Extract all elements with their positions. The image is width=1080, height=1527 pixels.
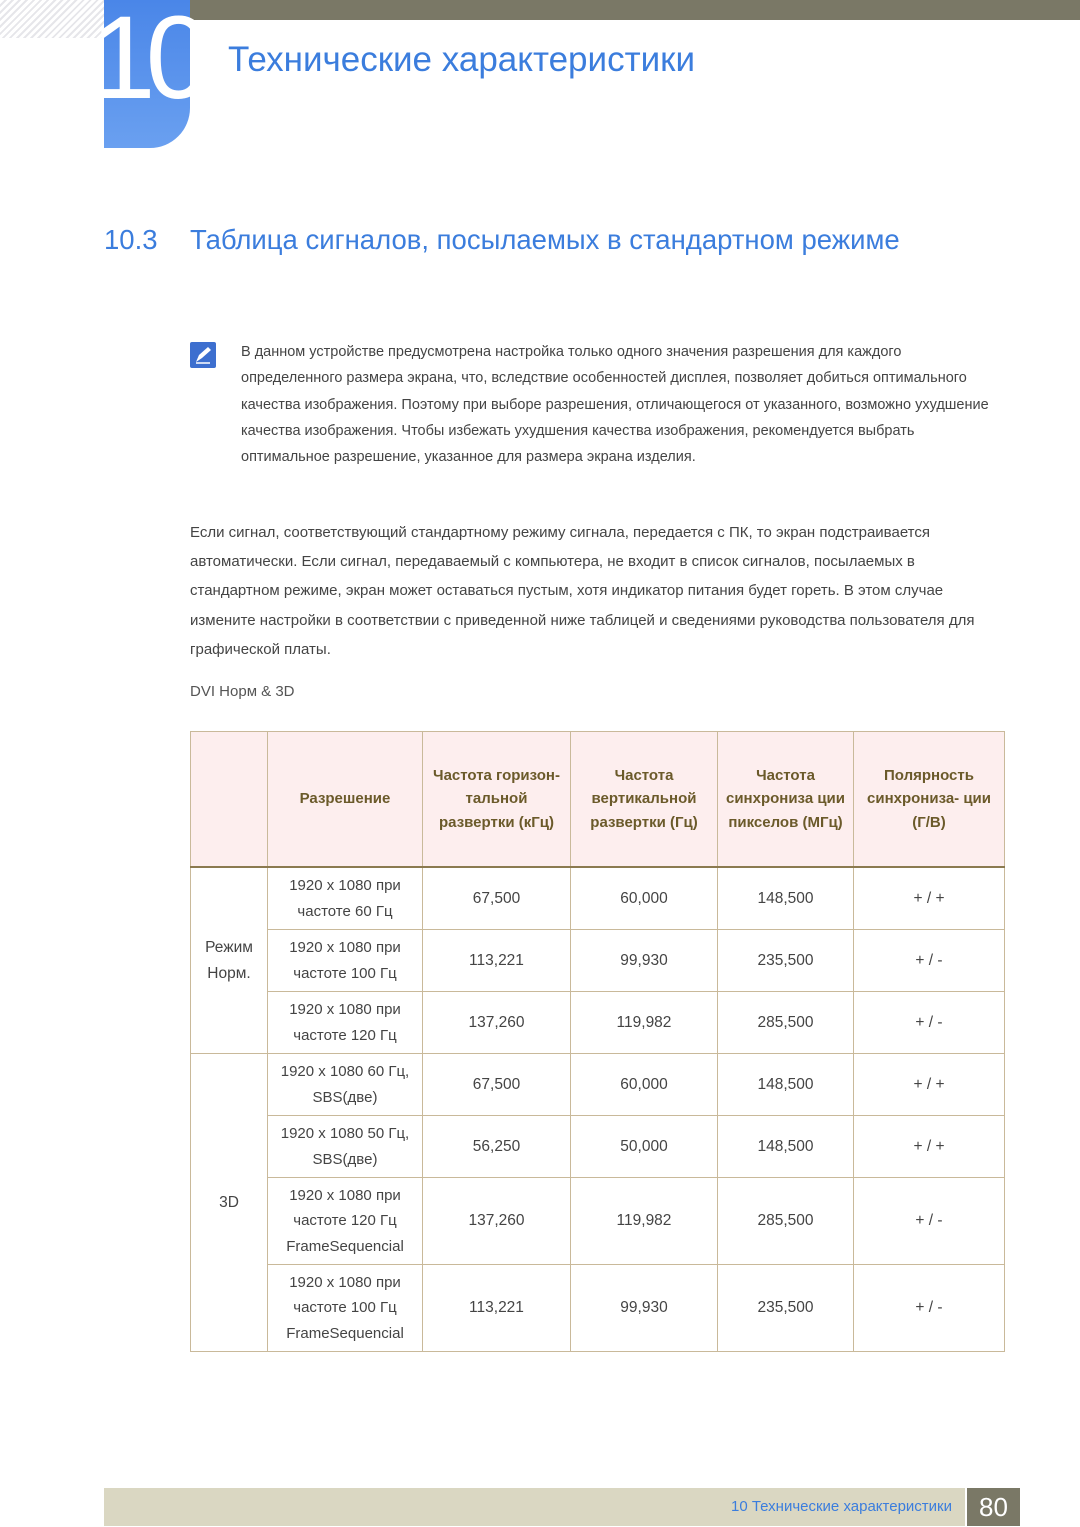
group-label-normal: Режим Норм.: [191, 867, 268, 1054]
cell-hfreq: 137,260: [423, 992, 571, 1054]
footer-chapter-label: 10 Технические характеристики: [730, 1498, 952, 1515]
cell-pixel-clock: 285,500: [718, 992, 854, 1054]
cell-pixel-clock: 235,500: [718, 1265, 854, 1352]
section-number: 10.3: [104, 224, 158, 255]
header-polarity: Полярность синхрониза- ции (Г/В): [854, 732, 1005, 868]
cell-hfreq: 113,221: [423, 930, 571, 992]
table-row: [191, 1116, 1005, 1178]
top-bar: [190, 0, 1080, 20]
cell-hfreq: 137,260: [423, 1178, 571, 1265]
cell-pixel-clock: 148,500: [718, 1054, 854, 1116]
cell-polarity: + / -: [854, 1265, 1005, 1352]
signal-table: [190, 731, 1005, 1352]
cell-pixel-clock: 148,500: [718, 867, 854, 930]
cell-resolution: 1920 x 1080 при частоте 120 Гц: [268, 992, 423, 1054]
cell-resolution: 1920 x 1080 при частоте 60 Гц: [268, 867, 423, 930]
table-row: [191, 992, 1005, 1054]
cell-vfreq: 99,930: [571, 1265, 718, 1352]
cell-hfreq: 67,500: [423, 867, 571, 930]
cell-resolution: 1920 x 1080 при частоте 100 Гц: [268, 930, 423, 992]
body-paragraph: Если сигнал, соответствующий стандартному режиму сигнала, передается с ПК, то экран подстраивается автоматически. Если сигнал, передаваемый с компьютера, не входит в список сигналов, посылаемых в стандартном режиме, экран может оставаться пустым, хотя индикатор питания будет гореть. В этом случае измените настройки в соответствии с приведенной ниже таблицей и сведениями руководства пользователя для графической платы.: [190, 524, 975, 658]
cell-vfreq: 60,000: [571, 1054, 718, 1116]
table-row: [191, 930, 1005, 992]
cell-resolution: 1920 x 1080 50 Гц, SBS(две): [268, 1116, 423, 1178]
table-row: [191, 1265, 1005, 1352]
note-text: В данном устройстве предусмотрена настройка только одного значения разрешения для каждого определенного размера экрана, что, вследствие особенностей дисплея, позволяет добиться оптимального качества изображения. Поэтому при выборе разрешения, отличающегося от указанного, возможно ухудшение качества изображения. Чтобы избежать ухудшения качества изображения, рекомендуется выбрать оптимальное разрешение, указанное для размера экрана изделия.: [241, 344, 989, 466]
table-header-row: [191, 732, 1005, 868]
cell-resolution: 1920 x 1080 при частоте 120 Гц FrameSequencial: [268, 1178, 423, 1265]
cell-vfreq: 50,000: [571, 1116, 718, 1178]
corner-hatch: [0, 0, 104, 38]
cell-pixel-clock: 235,500: [718, 930, 854, 992]
cell-polarity: + / +: [854, 867, 1005, 930]
cell-polarity: + / -: [854, 930, 1005, 992]
cell-vfreq: 119,982: [571, 992, 718, 1054]
cell-polarity: + / +: [854, 1116, 1005, 1178]
group-label-3d: 3D: [191, 1054, 268, 1352]
cell-resolution: 1920 x 1080 при частоте 100 Гц FrameSequencial: [268, 1265, 423, 1352]
cell-polarity: + / +: [854, 1054, 1005, 1116]
header-cell-blank: [191, 732, 268, 868]
section-title: Таблица сигналов, посылаемых в стандартном режиме: [190, 224, 900, 255]
table-title: DVI Норм & 3D: [190, 683, 295, 700]
cell-resolution: 1920 x 1080 60 Гц, SBS(две): [268, 1054, 423, 1116]
page-number: 80: [967, 1488, 1020, 1526]
cell-vfreq: 60,000: [571, 867, 718, 930]
cell-vfreq: 119,982: [571, 1178, 718, 1265]
header-hfreq: Частота горизон- тальной развертки (кГц): [423, 732, 571, 868]
cell-polarity: + / -: [854, 992, 1005, 1054]
header-resolution: Разрешение: [268, 732, 423, 868]
note-pencil-icon: [190, 342, 216, 368]
header-vfreq: Частота вертикальной развертки (Гц): [571, 732, 718, 868]
cell-pixel-clock: 285,500: [718, 1178, 854, 1265]
cell-pixel-clock: 148,500: [718, 1116, 854, 1178]
cell-hfreq: 56,250: [423, 1116, 571, 1178]
chapter-title: Технические характеристики: [228, 40, 696, 79]
cell-hfreq: 113,221: [423, 1265, 571, 1352]
table-row: [191, 1054, 1005, 1116]
cell-hfreq: 67,500: [423, 1054, 571, 1116]
table-row: [191, 867, 1005, 930]
table-row: [191, 1178, 1005, 1265]
chapter-number: 10: [90, 0, 202, 124]
header-pixel-clock: Частота синхрониза ции пикселов (МГц): [718, 732, 854, 868]
cell-vfreq: 99,930: [571, 930, 718, 992]
cell-polarity: + / -: [854, 1178, 1005, 1265]
chapter-number-badge: [90, 0, 202, 148]
